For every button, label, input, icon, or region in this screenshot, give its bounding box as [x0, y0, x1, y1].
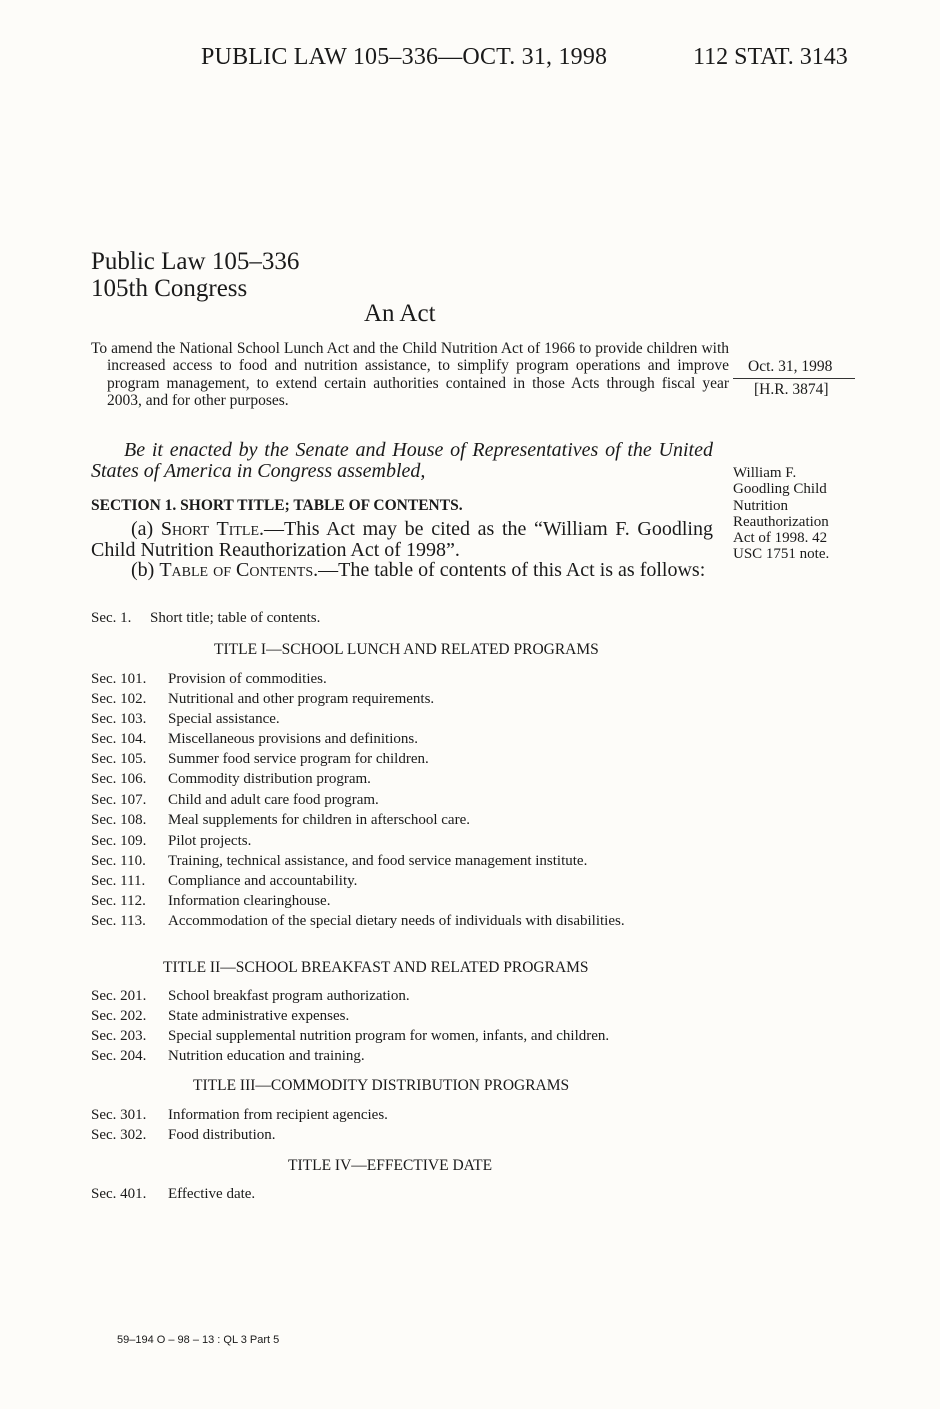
toc-row — [91, 873, 714, 890]
toc-section-number: Sec. 204. — [91, 1048, 147, 1064]
toc-section-number: Sec. 107. — [91, 792, 147, 808]
toc-section-number: Sec. 106. — [91, 771, 147, 787]
toc-section-number: Sec. 105. — [91, 751, 147, 767]
toc-row — [91, 1186, 714, 1203]
toc-section-title: State administrative expenses. — [168, 1008, 350, 1024]
toc-row — [91, 853, 714, 870]
toc-row — [91, 833, 714, 850]
toc-row — [91, 792, 714, 809]
toc-row — [91, 771, 714, 788]
section-heading: SECTION 1. SHORT TITLE; TABLE OF CONTENTS. — [91, 497, 463, 514]
toc-section-number: Sec. 102. — [91, 691, 147, 707]
toc-section-number: Sec. 301. — [91, 1107, 147, 1123]
toc-row — [91, 1028, 714, 1045]
toc-section-title: Food distribution. — [168, 1127, 276, 1143]
toc-section-number: Sec. 108. — [91, 812, 147, 828]
toc-title-heading: TITLE I—SCHOOL LUNCH AND RELATED PROGRAMS — [214, 641, 599, 658]
toc-section-number: Sec. 1. — [91, 610, 132, 626]
toc-row — [91, 671, 714, 688]
toc-title-heading: TITLE II—SCHOOL BREAKFAST AND RELATED PROGRAMS — [163, 959, 589, 976]
paragraph-text: .—The table of contents of this Act is as follows: — [313, 559, 706, 581]
toc-section-title: Effective date. — [168, 1186, 256, 1202]
toc-row — [91, 913, 714, 930]
toc-section-number: Sec. 112. — [91, 893, 146, 909]
toc-section-title: Accommodation of the special dietary needs of individuals with disabilities. — [168, 913, 625, 929]
toc-section-title: Child and adult care food program. — [168, 792, 379, 808]
toc-section-title: Special assistance. — [168, 711, 280, 727]
toc-title-heading: TITLE IV—EFFECTIVE DATE — [288, 1157, 493, 1174]
toc-section-title: Short title; table of contents. — [150, 610, 321, 626]
toc-row — [91, 812, 714, 829]
purpose-paragraph: To amend the National School Lunch Act and the Child Nutrition Act of 1966 to provide children with increased access to food and nutrition assistance, to simplify program operations and improve program management, to extend certain authorities contained in those Acts through fiscal year 2003, and for other purposes. — [91, 340, 729, 410]
toc-row — [91, 988, 714, 1005]
paragraph-caption: Table of Contents — [159, 559, 314, 581]
toc-section-number: Sec. 113. — [91, 913, 146, 929]
statute-page-number: 112 STAT. 3143 — [693, 44, 848, 70]
toc-section-title: Summer food service program for children. — [168, 751, 429, 767]
enacting-clause: Be it enacted by the Senate and House of Representatives of the United States of America in Congress assembled, — [91, 439, 713, 482]
toc-section-title: Meal supplements for children in afterschool care. — [168, 812, 470, 828]
toc-section-title: Training, technical assistance, and food service management institute. — [168, 853, 588, 869]
running-header: PUBLIC LAW 105–336—OCT. 31, 1998 — [201, 44, 608, 70]
toc-row — [91, 1008, 714, 1025]
toc-section-number: Sec. 110. — [91, 853, 146, 869]
toc-section-number: Sec. 302. — [91, 1127, 147, 1143]
paragraph-label: (a) — [131, 518, 161, 540]
toc-row — [91, 731, 714, 748]
toc-section-title: Miscellaneous provisions and definitions. — [168, 731, 418, 747]
toc-row — [91, 1048, 714, 1065]
toc-row — [91, 1127, 714, 1144]
toc-section-number: Sec. 201. — [91, 988, 147, 1004]
toc-section-number: Sec. 101. — [91, 671, 147, 687]
toc-row — [91, 893, 714, 910]
paragraph-text: .—This Act may be cited as the “William F. Goodling Child Nutrition Reauthorization Act of 1998”. — [91, 518, 713, 561]
margin-divider — [733, 378, 855, 379]
margin-note: William F. Goodling Child Nutrition Reauthorization Act of 1998. 42 USC 1751 note. — [733, 465, 830, 563]
toc-section-title: Nutritional and other program requirements. — [168, 691, 435, 707]
paragraph-table-of-contents — [91, 560, 713, 581]
paragraph-short-title — [91, 519, 713, 561]
toc-section-title: Nutrition education and training. — [168, 1048, 365, 1064]
toc-row — [91, 751, 714, 768]
toc-row — [91, 1107, 714, 1124]
an-act-heading: An Act — [364, 300, 436, 327]
toc-section-number: Sec. 202. — [91, 1008, 147, 1024]
margin-bill-number: [H.R. 3874] — [754, 381, 829, 398]
toc-section-title: School breakfast program authorization. — [168, 988, 410, 1004]
toc-section-title: Information clearinghouse. — [168, 893, 331, 909]
toc-section-title: Information from recipient agencies. — [168, 1107, 388, 1123]
toc-section-number: Sec. 203. — [91, 1028, 147, 1044]
toc-section-number: Sec. 104. — [91, 731, 147, 747]
toc-section-number: Sec. 401. — [91, 1186, 147, 1202]
toc-section-title: Commodity distribution program. — [168, 771, 371, 787]
toc-section-number: Sec. 109. — [91, 833, 147, 849]
toc-section-title: Compliance and accountability. — [168, 873, 358, 889]
toc-title-heading: TITLE III—COMMODITY DISTRIBUTION PROGRAMS — [193, 1077, 570, 1094]
toc-section-title: Pilot projects. — [168, 833, 252, 849]
toc-row — [91, 691, 714, 708]
toc-section-number: Sec. 103. — [91, 711, 147, 727]
print-footer: 59–194 O – 98 – 13 : QL 3 Part 5 — [117, 1334, 280, 1346]
paragraph-label: (b) — [131, 559, 160, 581]
congress-label: 105th Congress — [91, 275, 248, 302]
toc-section-title: Provision of commodities. — [168, 671, 327, 687]
margin-date: Oct. 31, 1998 — [748, 358, 833, 375]
toc-row — [91, 711, 714, 728]
toc-section-number: Sec. 111. — [91, 873, 146, 889]
toc-section-title: Special supplemental nutrition program for women, infants, and children. — [168, 1028, 610, 1044]
public-law-title: Public Law 105–336 — [91, 248, 300, 275]
toc-row — [91, 610, 320, 627]
paragraph-caption: Short Title — [160, 518, 260, 540]
